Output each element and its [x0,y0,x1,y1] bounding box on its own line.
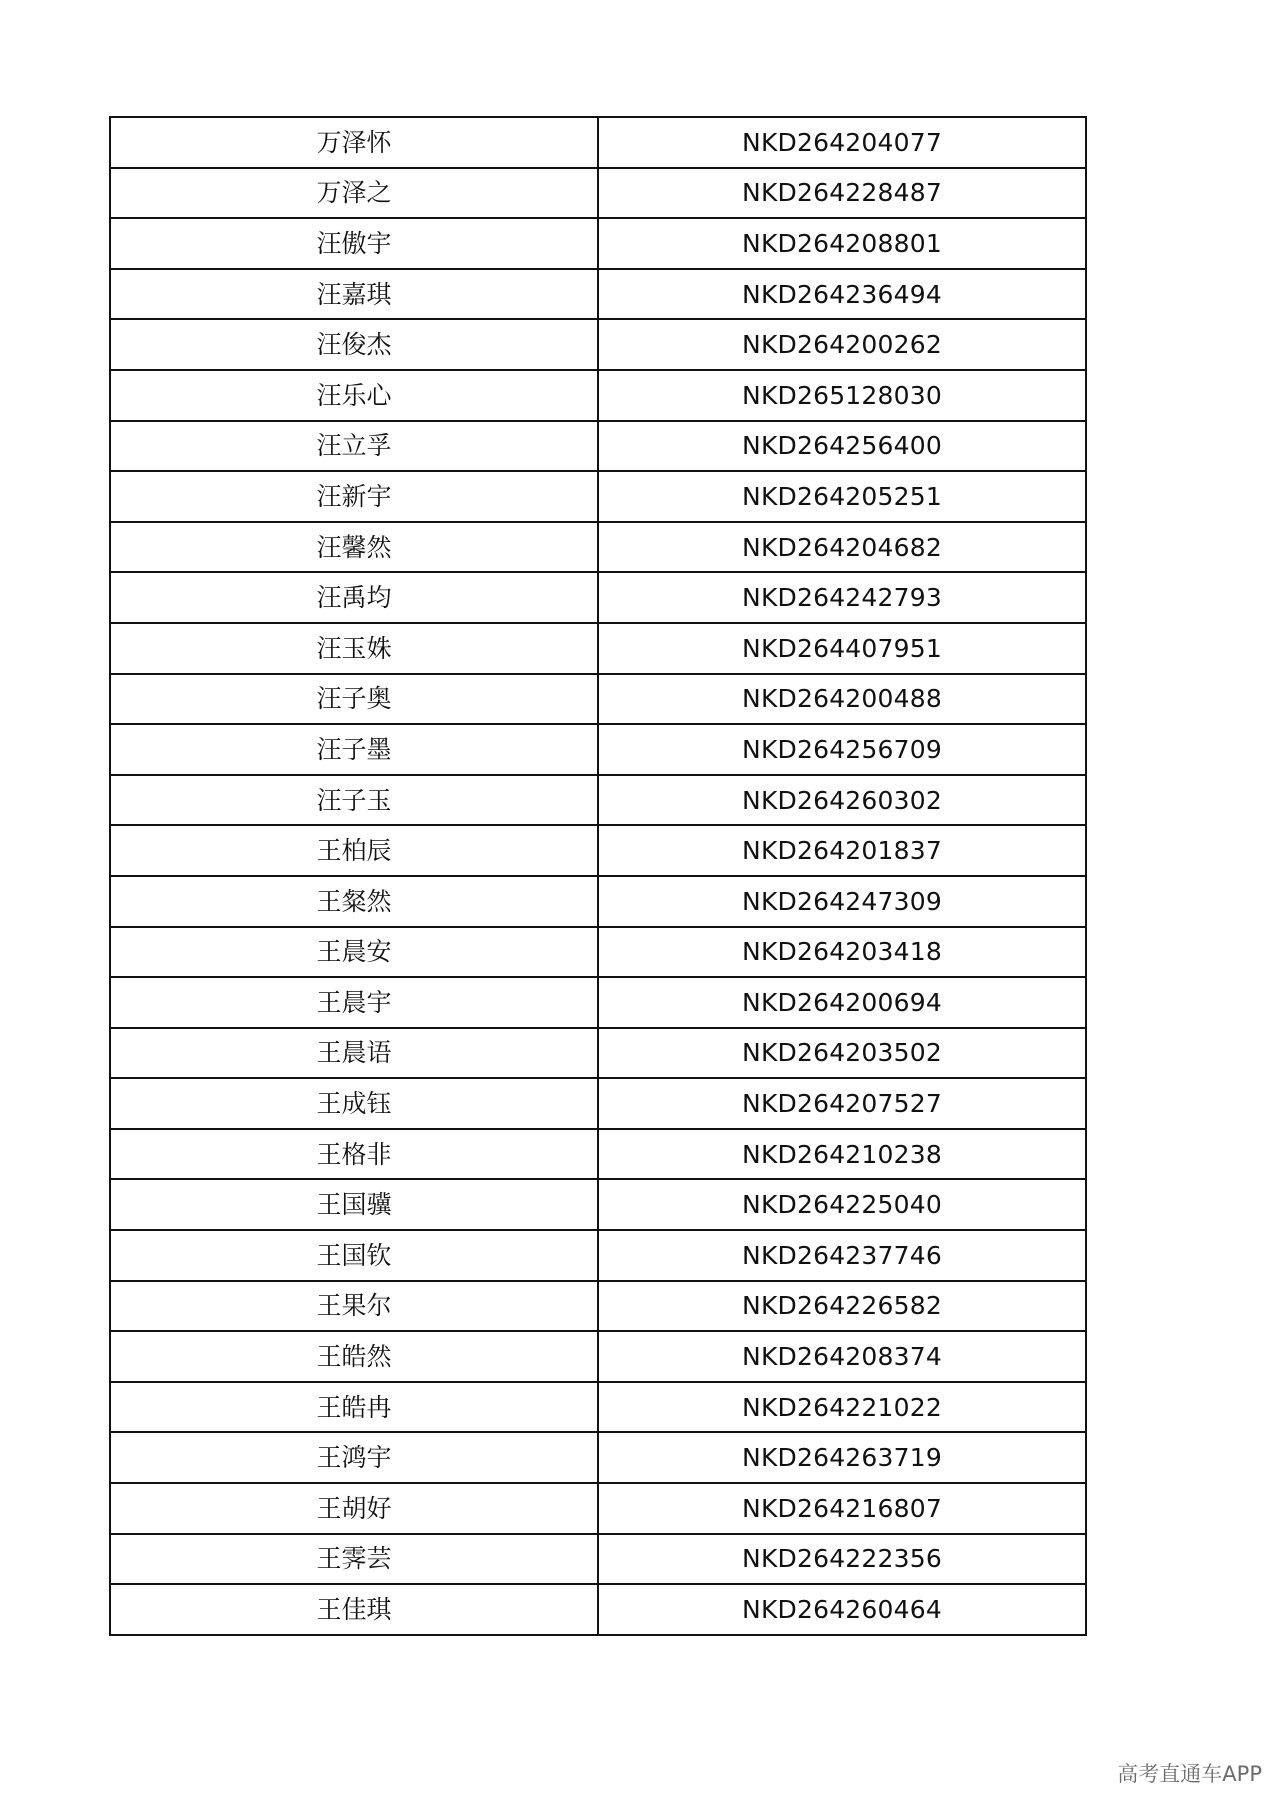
student-name-cell: 王晨宇 [110,977,598,1028]
roster-table-container [109,116,1085,1636]
table-row [110,1230,1086,1281]
student-name-cell: 王国骥 [110,1179,598,1230]
student-id-cell: NKD264247309 [598,876,1086,927]
table-row [110,1382,1086,1433]
student-id-cell: NKD264260302 [598,775,1086,826]
table-row [110,269,1086,320]
student-id-cell: NKD265128030 [598,370,1086,421]
student-id-cell: NKD264204682 [598,522,1086,573]
table-row [110,421,1086,472]
table-row [110,1078,1086,1129]
table-row [110,319,1086,370]
student-name-cell: 汪子玉 [110,775,598,826]
student-id-cell: NKD264208801 [598,218,1086,269]
student-id-cell: NKD264203502 [598,1028,1086,1079]
table-row [110,1129,1086,1180]
student-name-cell: 万泽怀 [110,117,598,168]
student-id-cell: NKD264221022 [598,1382,1086,1433]
table-row [110,1028,1086,1079]
table-row [110,623,1086,674]
watermark: 高考直通车APP [1117,1762,1262,1786]
table-row [110,1483,1086,1534]
table-row [110,1534,1086,1585]
student-name-cell: 汪子奥 [110,674,598,725]
student-id-cell: NKD264222356 [598,1534,1086,1585]
table-row [110,1584,1086,1635]
student-id-cell: NKD264200694 [598,977,1086,1028]
student-name-cell: 王柏辰 [110,825,598,876]
student-name-cell: 王晨安 [110,927,598,978]
student-name-cell: 汪乐心 [110,370,598,421]
student-name-cell: 汪俊杰 [110,319,598,370]
roster-table-body [110,117,1086,1635]
table-row [110,1179,1086,1230]
table-row [110,1432,1086,1483]
student-id-cell: NKD264256709 [598,724,1086,775]
student-name-cell: 王成钰 [110,1078,598,1129]
student-name-cell: 汪禹均 [110,572,598,623]
student-name-cell: 汪玉姝 [110,623,598,674]
student-name-cell: 汪新宇 [110,471,598,522]
table-row [110,1281,1086,1332]
student-id-cell: NKD264207527 [598,1078,1086,1129]
table-row [110,168,1086,219]
table-row [110,1331,1086,1382]
table-row [110,674,1086,725]
student-name-cell: 汪子墨 [110,724,598,775]
student-name-cell: 王霁芸 [110,1534,598,1585]
student-name-cell: 万泽之 [110,168,598,219]
student-id-cell: NKD264200262 [598,319,1086,370]
table-row [110,876,1086,927]
table-row [110,471,1086,522]
student-id-cell: NKD264201837 [598,825,1086,876]
table-row [110,977,1086,1028]
table-row [110,218,1086,269]
student-id-cell: NKD264228487 [598,168,1086,219]
student-name-cell: 王皓然 [110,1331,598,1382]
student-id-cell: NKD264407951 [598,623,1086,674]
student-name-cell: 王粲然 [110,876,598,927]
student-id-cell: NKD264260464 [598,1584,1086,1635]
student-id-cell: NKD264203418 [598,927,1086,978]
student-id-cell: NKD264204077 [598,117,1086,168]
roster-table [109,116,1087,1636]
table-row [110,775,1086,826]
student-name-cell: 王晨语 [110,1028,598,1079]
student-name-cell: 王皓冉 [110,1382,598,1433]
student-id-cell: NKD264236494 [598,269,1086,320]
student-name-cell: 王格非 [110,1129,598,1180]
student-id-cell: NKD264256400 [598,421,1086,472]
student-id-cell: NKD264200488 [598,674,1086,725]
student-id-cell: NKD264225040 [598,1179,1086,1230]
student-id-cell: NKD264205251 [598,471,1086,522]
student-name-cell: 王果尔 [110,1281,598,1332]
table-row [110,572,1086,623]
table-row [110,825,1086,876]
table-row [110,927,1086,978]
student-name-cell: 王鸿宇 [110,1432,598,1483]
student-id-cell: NKD264210238 [598,1129,1086,1180]
student-id-cell: NKD264216807 [598,1483,1086,1534]
student-name-cell: 汪馨然 [110,522,598,573]
student-id-cell: NKD264237746 [598,1230,1086,1281]
student-id-cell: NKD264226582 [598,1281,1086,1332]
student-id-cell: NKD264263719 [598,1432,1086,1483]
table-row [110,724,1086,775]
student-id-cell: NKD264208374 [598,1331,1086,1382]
student-name-cell: 王佳琪 [110,1584,598,1635]
student-name-cell: 汪傲宇 [110,218,598,269]
table-row [110,370,1086,421]
student-name-cell: 王国钦 [110,1230,598,1281]
table-row [110,522,1086,573]
student-name-cell: 王胡好 [110,1483,598,1534]
student-id-cell: NKD264242793 [598,572,1086,623]
table-row [110,117,1086,168]
student-name-cell: 汪嘉琪 [110,269,598,320]
student-name-cell: 汪立孚 [110,421,598,472]
